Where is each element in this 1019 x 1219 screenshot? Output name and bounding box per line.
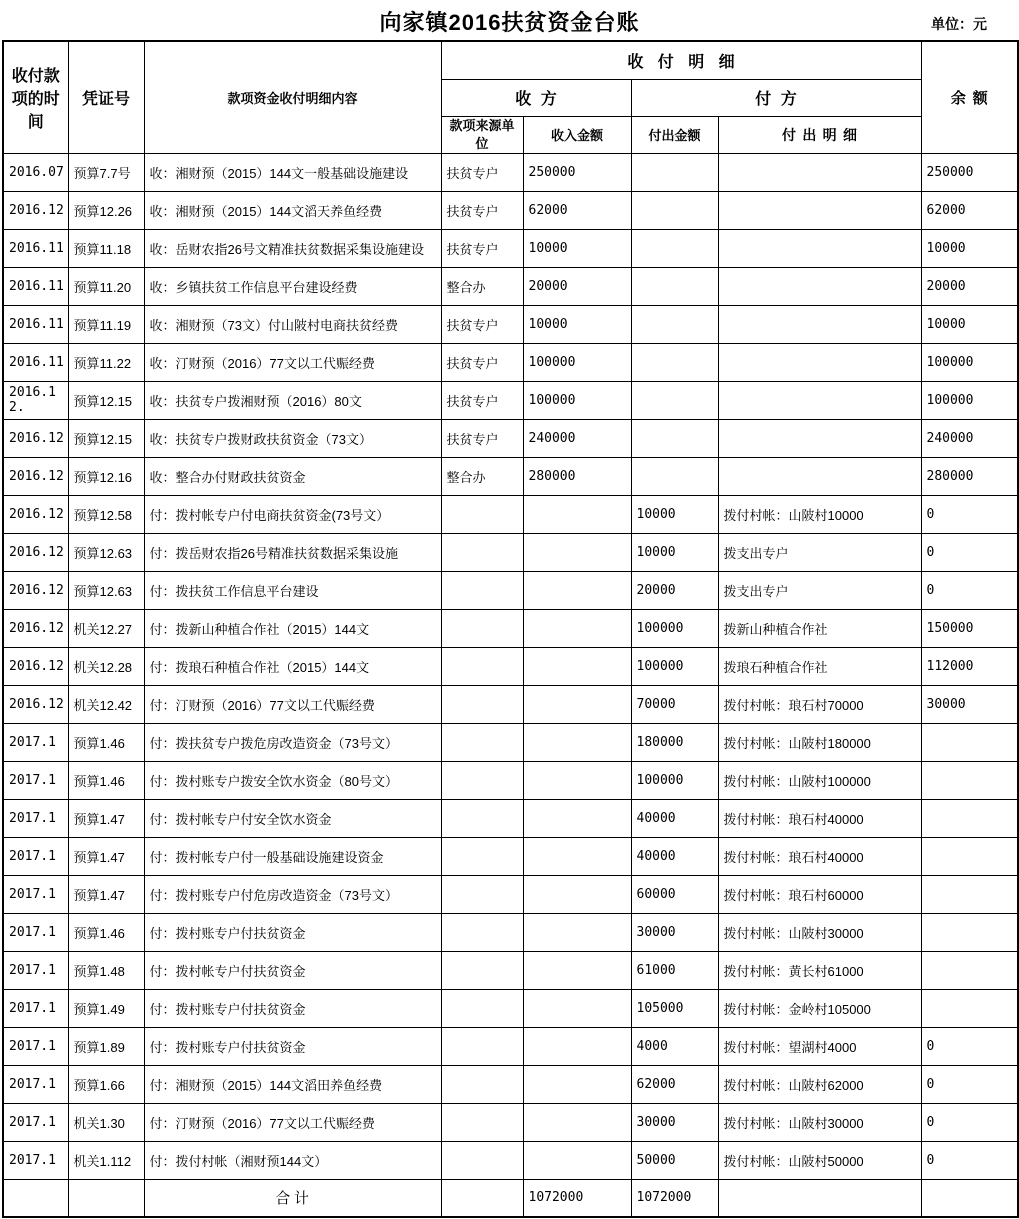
balance-cell: 240000 [921, 419, 1018, 457]
payout-detail-cell: 拨付村帐：山陂村30000 [718, 913, 921, 951]
balance-cell: 10000 [921, 305, 1018, 343]
payout-detail-cell: 拨付村帐：琅石村40000 [718, 837, 921, 875]
payout-cell: 40000 [631, 799, 718, 837]
payout-cell: 70000 [631, 685, 718, 723]
source-unit-cell [441, 571, 523, 609]
payout-cell [631, 229, 718, 267]
content-cell: 付：拨村账专户付扶贫资金 [144, 989, 441, 1027]
payout-cell [631, 153, 718, 191]
source-unit-cell: 扶贫专户 [441, 419, 523, 457]
balance-cell: 0 [921, 1141, 1018, 1179]
balance-cell: 10000 [921, 229, 1018, 267]
balance-cell [921, 989, 1018, 1027]
income-cell: 250000 [523, 153, 631, 191]
ledger-table [2, 40, 1019, 1218]
payout-detail-cell [718, 229, 921, 267]
payout-detail-cell [718, 457, 921, 495]
payout-detail-cell: 拨付村帐：山陂村180000 [718, 723, 921, 761]
payout-detail-cell [718, 153, 921, 191]
table-row [3, 875, 1018, 913]
header-content: 款项资金收付明细内容 [144, 41, 441, 153]
payout-detail-cell: 拨付村帐：山陂村30000 [718, 1103, 921, 1141]
date-cell: 2016.11 [3, 343, 68, 381]
payout-detail-cell: 拨付村帐：黄长村61000 [718, 951, 921, 989]
content-cell: 付：拨村帐专户付电商扶贫资金(73号文） [144, 495, 441, 533]
content-cell: 付：拨村账专户付危房改造资金（73号文） [144, 875, 441, 913]
payout-cell: 100000 [631, 609, 718, 647]
total-label-cell: 合计 [144, 1179, 441, 1217]
voucher-cell: 预算12.16 [68, 457, 144, 495]
table-row [3, 419, 1018, 457]
payout-cell [631, 419, 718, 457]
table-row [3, 533, 1018, 571]
voucher-cell: 机关1.112 [68, 1141, 144, 1179]
table-row [3, 609, 1018, 647]
table-row [3, 495, 1018, 533]
date-cell: 2016.07 [3, 153, 68, 191]
table-row [3, 305, 1018, 343]
header-source-unit: 款项来源单位 [441, 116, 523, 153]
source-unit-cell [441, 761, 523, 799]
balance-cell: 0 [921, 1027, 1018, 1065]
date-cell: 2017.1 [3, 989, 68, 1027]
income-cell: 100000 [523, 381, 631, 419]
income-cell [523, 1027, 631, 1065]
payout-detail-cell: 拨支出专户 [718, 533, 921, 571]
table-row [3, 1141, 1018, 1179]
payout-detail-cell: 拨付村帐：金岭村105000 [718, 989, 921, 1027]
payout-cell: 4000 [631, 1027, 718, 1065]
payout-cell: 100000 [631, 761, 718, 799]
table-row [3, 685, 1018, 723]
payout-detail-cell [718, 343, 921, 381]
header-pay-group: 付方 [631, 79, 921, 116]
content-cell: 收：乡镇扶贫工作信息平台建设经费 [144, 267, 441, 305]
source-unit-cell [441, 913, 523, 951]
income-cell [523, 533, 631, 571]
income-cell [523, 761, 631, 799]
payout-cell: 10000 [631, 495, 718, 533]
payout-cell: 30000 [631, 1103, 718, 1141]
table-row [3, 837, 1018, 875]
table-row [3, 571, 1018, 609]
income-cell [523, 495, 631, 533]
date-cell: 2017.1 [3, 951, 68, 989]
source-unit-cell [441, 1141, 523, 1179]
income-cell [523, 647, 631, 685]
content-cell: 收：扶贫专户拨财政扶贫资金（73文） [144, 419, 441, 457]
payout-cell: 61000 [631, 951, 718, 989]
balance-cell: 0 [921, 533, 1018, 571]
table-row [3, 153, 1018, 191]
balance-cell: 100000 [921, 381, 1018, 419]
table-row [3, 647, 1018, 685]
balance-cell: 150000 [921, 609, 1018, 647]
date-cell: 2017.1 [3, 1065, 68, 1103]
source-unit-cell: 扶贫专户 [441, 153, 523, 191]
voucher-cell: 预算1.47 [68, 875, 144, 913]
balance-cell: 280000 [921, 457, 1018, 495]
payout-cell: 30000 [631, 913, 718, 951]
balance-cell: 62000 [921, 191, 1018, 229]
income-cell: 10000 [523, 305, 631, 343]
payout-detail-cell: 拨付村帐：山陂村100000 [718, 761, 921, 799]
balance-cell: 0 [921, 1103, 1018, 1141]
source-unit-cell [441, 951, 523, 989]
unit-label: 单位：元 [931, 16, 987, 32]
date-cell: 2016.12 [3, 533, 68, 571]
source-unit-cell [441, 647, 523, 685]
balance-cell [921, 875, 1018, 913]
content-cell: 付：拨付村帐（湘财预144文） [144, 1141, 441, 1179]
header-payout-detail: 付出明细 [718, 116, 921, 153]
total-income-cell: 1072000 [523, 1179, 631, 1217]
content-cell: 付：拨村帐专户付扶贫资金 [144, 951, 441, 989]
date-cell: 2017.1 [3, 875, 68, 913]
payout-cell: 50000 [631, 1141, 718, 1179]
table-footer [3, 1179, 1018, 1217]
payout-cell [631, 381, 718, 419]
income-cell [523, 685, 631, 723]
content-cell: 付：拨扶贫专户拨危房改造资金（73号文） [144, 723, 441, 761]
payout-detail-cell: 拨新山种植合作社 [718, 609, 921, 647]
voucher-cell: 预算1.66 [68, 1065, 144, 1103]
date-cell: 2016.12 [3, 647, 68, 685]
payout-detail-cell: 拨支出专户 [718, 571, 921, 609]
content-cell: 付：拨新山种植合作社（2015）144文 [144, 609, 441, 647]
date-cell: 2016.11 [3, 267, 68, 305]
voucher-cell: 预算1.46 [68, 723, 144, 761]
payout-cell: 60000 [631, 875, 718, 913]
content-cell: 付：拨扶贫工作信息平台建设 [144, 571, 441, 609]
payout-detail-cell: 拨付村帐：山陂村10000 [718, 495, 921, 533]
voucher-cell: 预算11.18 [68, 229, 144, 267]
total-balance-cell [921, 1179, 1018, 1217]
content-cell: 收：湘财预（2015）144文一般基础设施建设 [144, 153, 441, 191]
table-row [3, 229, 1018, 267]
table-body [3, 153, 1018, 1179]
date-cell: 2017.1 [3, 723, 68, 761]
voucher-cell: 预算1.49 [68, 989, 144, 1027]
content-cell: 收：岳财农指26号文精准扶贫数据采集设施建设 [144, 229, 441, 267]
table-header [3, 41, 1018, 153]
date-cell: 2016.12. [3, 381, 68, 419]
voucher-cell: 预算12.63 [68, 571, 144, 609]
voucher-cell: 预算1.46 [68, 761, 144, 799]
table-row [3, 761, 1018, 799]
content-cell: 付：拨村账专户付扶贫资金 [144, 1027, 441, 1065]
payout-cell: 10000 [631, 533, 718, 571]
date-cell: 2016.12 [3, 457, 68, 495]
payout-cell [631, 457, 718, 495]
date-cell: 2016.12 [3, 419, 68, 457]
header-detail-group: 收付明细 [441, 41, 921, 79]
balance-cell: 0 [921, 1065, 1018, 1103]
income-cell: 62000 [523, 191, 631, 229]
source-unit-cell [441, 685, 523, 723]
table-row [3, 267, 1018, 305]
table-row [3, 1103, 1018, 1141]
voucher-cell: 预算1.48 [68, 951, 144, 989]
date-cell: 2016.12 [3, 191, 68, 229]
payout-cell [631, 305, 718, 343]
payout-detail-cell: 拨付村帐：山陂村50000 [718, 1141, 921, 1179]
source-unit-cell [441, 837, 523, 875]
income-cell: 10000 [523, 229, 631, 267]
voucher-cell: 预算11.20 [68, 267, 144, 305]
content-cell: 付：拨村帐专户付一般基础设施建设资金 [144, 837, 441, 875]
balance-cell: 100000 [921, 343, 1018, 381]
source-unit-cell [441, 1027, 523, 1065]
payout-detail-cell: 拨付村帐：山陂村62000 [718, 1065, 921, 1103]
source-unit-cell [441, 723, 523, 761]
voucher-cell: 预算12.63 [68, 533, 144, 571]
content-cell: 收：扶贫专户拨湘财预（2016）80文 [144, 381, 441, 419]
payout-cell: 62000 [631, 1065, 718, 1103]
payout-detail-cell [718, 419, 921, 457]
content-cell: 收：湘财预（73文）付山陂村电商扶贫经费 [144, 305, 441, 343]
income-cell [523, 951, 631, 989]
income-cell [523, 723, 631, 761]
table-row [3, 343, 1018, 381]
table-row [3, 723, 1018, 761]
header-balance: 余额 [921, 41, 1018, 153]
source-unit-cell: 整合办 [441, 457, 523, 495]
voucher-cell: 预算11.19 [68, 305, 144, 343]
source-unit-cell: 扶贫专户 [441, 381, 523, 419]
balance-cell [921, 951, 1018, 989]
payout-detail-cell: 拨琅石种植合作社 [718, 647, 921, 685]
table-row [3, 799, 1018, 837]
income-cell [523, 837, 631, 875]
income-cell [523, 989, 631, 1027]
voucher-cell: 机关12.27 [68, 609, 144, 647]
content-cell: 付：拨岳财农指26号精准扶贫数据采集设施 [144, 533, 441, 571]
voucher-cell: 预算11.22 [68, 343, 144, 381]
source-unit-cell [441, 609, 523, 647]
table-row [3, 1065, 1018, 1103]
header-receive-group: 收方 [441, 79, 631, 116]
payout-cell [631, 343, 718, 381]
content-cell: 付：汀财预（2016）77文以工代赈经费 [144, 1103, 441, 1141]
table-row [3, 913, 1018, 951]
payout-detail-cell [718, 267, 921, 305]
voucher-cell: 预算12.15 [68, 381, 144, 419]
balance-cell: 20000 [921, 267, 1018, 305]
voucher-cell: 机关1.30 [68, 1103, 144, 1141]
source-unit-cell: 扶贫专户 [441, 191, 523, 229]
income-cell: 100000 [523, 343, 631, 381]
payout-cell [631, 267, 718, 305]
date-cell: 2016.12 [3, 685, 68, 723]
source-unit-cell [441, 1103, 523, 1141]
table-row [3, 457, 1018, 495]
title-bar [0, 0, 1019, 40]
total-date-cell [3, 1179, 68, 1217]
balance-cell: 0 [921, 571, 1018, 609]
source-unit-cell [441, 1065, 523, 1103]
income-cell [523, 571, 631, 609]
payout-cell: 40000 [631, 837, 718, 875]
payout-detail-cell: 拨付村帐：望湖村4000 [718, 1027, 921, 1065]
balance-cell: 30000 [921, 685, 1018, 723]
source-unit-cell [441, 989, 523, 1027]
voucher-cell: 预算1.46 [68, 913, 144, 951]
payout-cell [631, 191, 718, 229]
content-cell: 收：汀财预（2016）77文以工代赈经费 [144, 343, 441, 381]
balance-cell [921, 837, 1018, 875]
income-cell [523, 1141, 631, 1179]
payout-detail-cell [718, 305, 921, 343]
voucher-cell: 机关12.42 [68, 685, 144, 723]
content-cell: 收：整合办付财政扶贫资金 [144, 457, 441, 495]
table-row [3, 191, 1018, 229]
voucher-cell: 预算12.58 [68, 495, 144, 533]
date-cell: 2017.1 [3, 1027, 68, 1065]
total-payout-detail-cell [718, 1179, 921, 1217]
total-payout-cell: 1072000 [631, 1179, 718, 1217]
voucher-cell: 预算1.47 [68, 837, 144, 875]
date-cell: 2017.1 [3, 761, 68, 799]
voucher-cell: 预算7.7号 [68, 153, 144, 191]
date-cell: 2016.11 [3, 229, 68, 267]
header-voucher: 凭证号 [68, 41, 144, 153]
date-cell: 2017.1 [3, 799, 68, 837]
balance-cell [921, 913, 1018, 951]
payout-cell: 105000 [631, 989, 718, 1027]
income-cell [523, 1103, 631, 1141]
content-cell: 付：拨琅石种植合作社（2015）144文 [144, 647, 441, 685]
payout-detail-cell [718, 191, 921, 229]
header-time: 收付款项的时间 [3, 41, 68, 153]
content-cell: 付：汀财预（2016）77文以工代赈经费 [144, 685, 441, 723]
payout-detail-cell: 拨付村帐：琅石村40000 [718, 799, 921, 837]
income-cell [523, 799, 631, 837]
payout-cell: 180000 [631, 723, 718, 761]
payout-cell: 20000 [631, 571, 718, 609]
date-cell: 2016.12 [3, 495, 68, 533]
income-cell [523, 609, 631, 647]
payout-cell: 100000 [631, 647, 718, 685]
balance-cell [921, 723, 1018, 761]
content-cell: 付：拨村帐专户付安全饮水资金 [144, 799, 441, 837]
balance-cell: 0 [921, 495, 1018, 533]
source-unit-cell: 扶贫专户 [441, 305, 523, 343]
source-unit-cell: 整合办 [441, 267, 523, 305]
content-cell: 付：湘财预（2015）144文滔田养鱼经费 [144, 1065, 441, 1103]
balance-cell [921, 761, 1018, 799]
header-payout: 付出金额 [631, 116, 718, 153]
date-cell: 2017.1 [3, 837, 68, 875]
income-cell [523, 875, 631, 913]
date-cell: 2016.12 [3, 571, 68, 609]
source-unit-cell [441, 799, 523, 837]
voucher-cell: 预算1.89 [68, 1027, 144, 1065]
voucher-cell: 预算12.15 [68, 419, 144, 457]
income-cell: 240000 [523, 419, 631, 457]
date-cell: 2017.1 [3, 1141, 68, 1179]
source-unit-cell: 扶贫专户 [441, 343, 523, 381]
table-row [3, 1027, 1018, 1065]
income-cell: 20000 [523, 267, 631, 305]
date-cell: 2016.11 [3, 305, 68, 343]
total-voucher-cell [68, 1179, 144, 1217]
voucher-cell: 预算1.47 [68, 799, 144, 837]
income-cell [523, 1065, 631, 1103]
payout-detail-cell [718, 381, 921, 419]
date-cell: 2017.1 [3, 913, 68, 951]
income-cell: 280000 [523, 457, 631, 495]
voucher-cell: 预算12.26 [68, 191, 144, 229]
table-row [3, 989, 1018, 1027]
total-row [3, 1179, 1018, 1217]
page-title: 向家镇2016扶贫资金台账 [379, 10, 640, 35]
table-row [3, 381, 1018, 419]
content-cell: 收：湘财预（2015）144文滔天养鱼经费 [144, 191, 441, 229]
source-unit-cell [441, 533, 523, 571]
balance-cell: 112000 [921, 647, 1018, 685]
balance-cell: 250000 [921, 153, 1018, 191]
payout-detail-cell: 拨付村帐：琅石村70000 [718, 685, 921, 723]
source-unit-cell [441, 875, 523, 913]
total-source-cell [441, 1179, 523, 1217]
income-cell [523, 913, 631, 951]
header-income: 收入金额 [523, 116, 631, 153]
date-cell: 2016.12 [3, 609, 68, 647]
source-unit-cell [441, 495, 523, 533]
content-cell: 付：拨村账专户拨安全饮水资金（80号文） [144, 761, 441, 799]
source-unit-cell: 扶贫专户 [441, 229, 523, 267]
content-cell: 付：拨村账专户付扶贫资金 [144, 913, 441, 951]
table-row [3, 951, 1018, 989]
payout-detail-cell: 拨付村帐：琅石村60000 [718, 875, 921, 913]
date-cell: 2017.1 [3, 1103, 68, 1141]
balance-cell [921, 799, 1018, 837]
voucher-cell: 机关12.28 [68, 647, 144, 685]
